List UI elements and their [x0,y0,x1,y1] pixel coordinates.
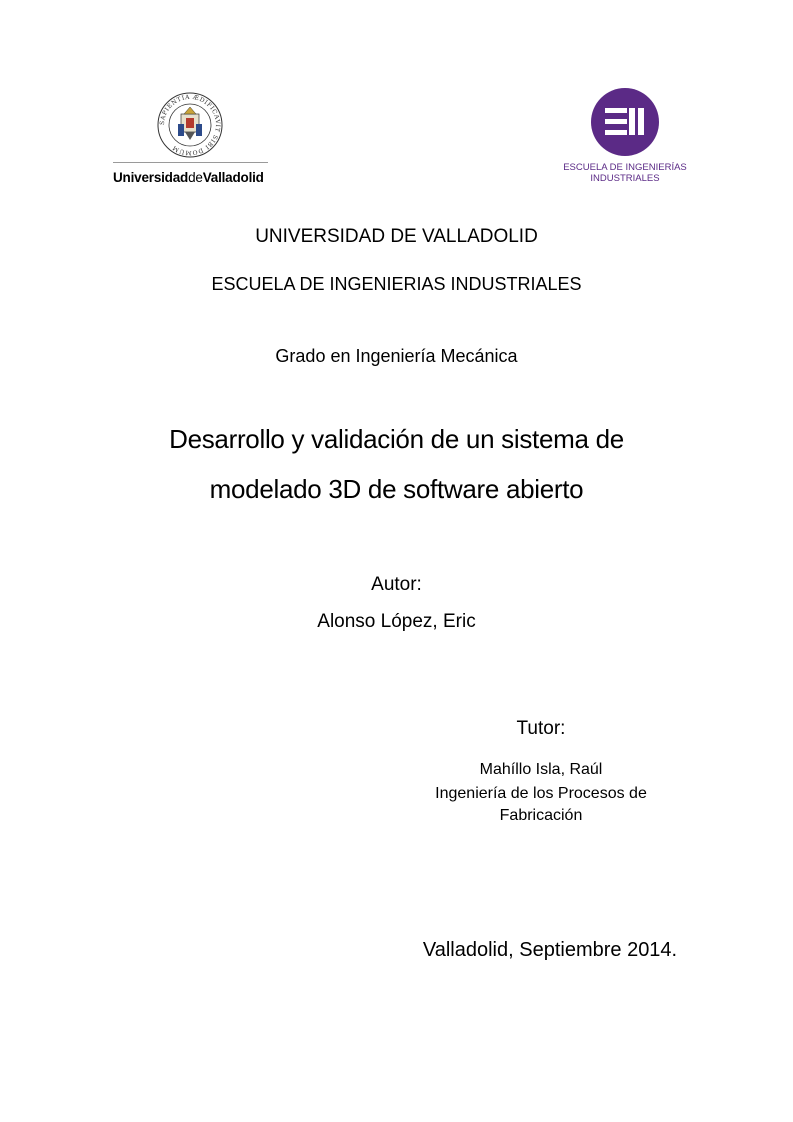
author-label: Autor: [371,574,422,595]
uva-logo-divider [113,162,268,163]
tutor-name: Mahíllo Isla, Raúl [479,761,603,778]
eii-logo-text-line1: ESCUELA DE INGENIERÍAS [563,162,687,173]
tutor-department-line2: Fabricación [499,807,583,824]
eii-logo [591,88,659,156]
uva-wordmark-part2: de [188,170,203,185]
author-name: Alonso López, Eric [317,611,476,632]
tutor-label: Tutor: [516,718,566,739]
uva-wordmark-part1: Universidad [113,170,189,185]
thesis-title-line1: Desarrollo y validación de un sistema de [169,424,624,454]
seal-motto: SAPIENTIA ÆDIFICAVIT SIBI DOMUM [158,93,222,157]
thesis-title-line2: modelado 3D de software abierto [209,474,584,504]
degree-name: Grado en Ingeniería Mecánica [275,346,518,366]
eii-logo-text-line2: INDUSTRIALES [590,173,660,184]
university-name: UNIVERSIDAD DE VALLADOLID [255,226,538,247]
tutor-department-line1: Ingeniería de los Procesos de [435,785,647,802]
place-and-date: Valladolid, Septiembre 2014. [422,939,678,961]
school-name: ESCUELA DE INGENIERIAS INDUSTRIALES [211,274,582,294]
university-seal-logo [157,92,223,158]
uva-wordmark [113,170,264,185]
uva-wordmark-part3: Valladolid [202,170,264,185]
